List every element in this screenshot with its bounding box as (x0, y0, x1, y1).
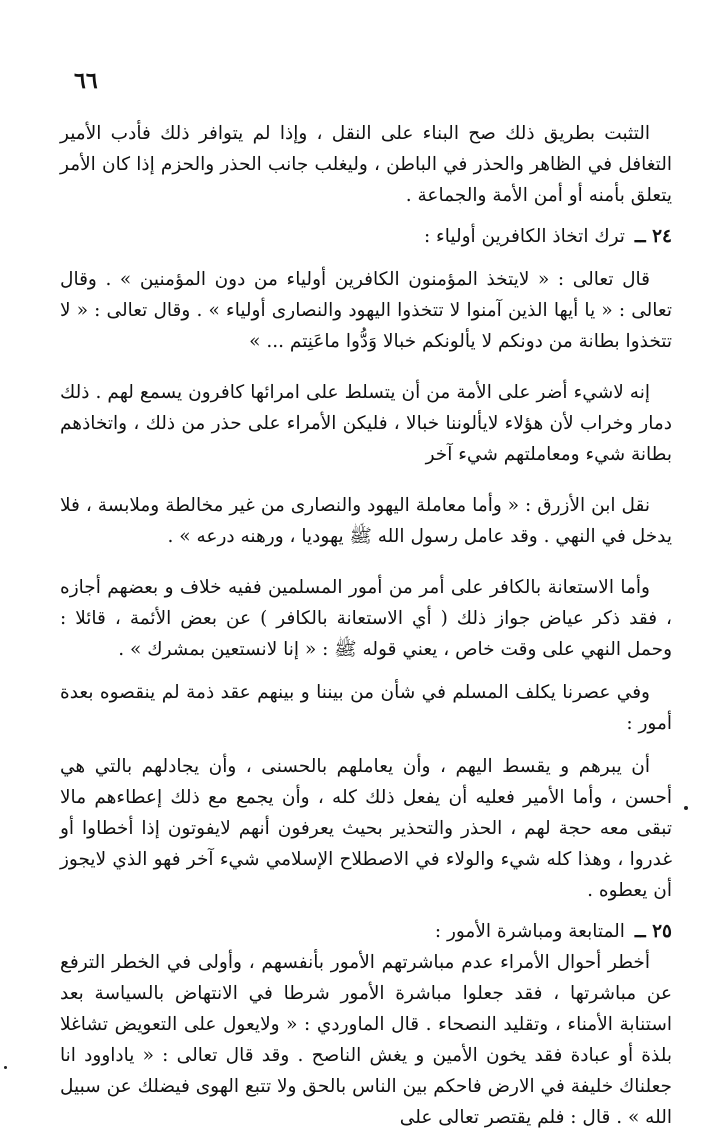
page-body (60, 118, 672, 1133)
book-page (60, 0, 672, 1128)
paragraph-our-era: وفي عصرنا يكلف المسلم في شأن من بيننا و بينهم عقد ذمة لم ينقصوه بعدة أمور : (60, 682, 672, 734)
paragraph-ibn-azraq: نقل ابن الأزرق : « وأما معاملة اليهود والنصارى من غير مخالطة وملابسة ، فلا يدخل في النهي . وقد عامل رسول الله ﷺ يهوديا ، ورهنه درعه » . (60, 495, 672, 547)
paragraph-seeking-help: وأما الاستعانة بالكافر على أمر من أمور المسلمين ففيه خلاف و بعضهم أجازه ، فقد ذكر عياض جواز ذلك ( أي الاستعانة بالكافر ) عن بعض الأئمة ، قائلا : وحمل النهي على وقت خاص ، يعني قوله ﷺ : « إنا لانستعين بمشرك » . (60, 577, 672, 660)
paragraph-quran-verses: قال تعالى : « لايتخذ المؤمنون الكافرين أولياء من دون المؤمنين » . وقال تعالى : « يا أيها الذين آمنوا لا تتخذوا اليهود والنصارى أولياء » . وقال تعالى : « لا تتخذوا بطانة من دونكم لا يألونكم خبالا وَدُّوا ماعَنِتم ... » (60, 269, 672, 352)
margin-dot (684, 806, 688, 810)
paragraph-intro: التثبت بطريق ذلك صح البناء على النقل ، وإذا لم يتوافر ذلك فأدب الأمير التغافل في الظاهر والحذر في الباطن ، وليغلب جانب الحذر والحزم إذا كان الأمر يتعلق بأمنه أو أمن الأمة والجماعة . (60, 123, 672, 206)
section-heading-24 (60, 221, 672, 252)
section-number-24: ٢٤ ــ (634, 226, 672, 247)
section-heading-25 (60, 916, 672, 947)
page-number: ٦٦ (74, 68, 98, 94)
section-title-25: المتابعة ومباشرة الأمور : (434, 921, 625, 942)
paragraph-obligations: أن يبرهم و يقسط اليهم ، وأن يعاملهم بالحسنى ، وأن يجادلهم بالتي هي أحسن ، وأما الأمير فعليه أن يفعل ذلك كله ، وأن يجمع مع ذلك إعطاءهم مالا تبقى معه حجة لهم ، الحذر والتحذير بحيث يعرفون أنهم لايفوتون إذا أخطاوا أو غدروا ، وهذا كله شيء والولاء في الاصطلاح الإسلامي شيء آخر فهو الذي لايجوز أن يعطوه . (60, 756, 672, 901)
section-number-25: ٢٥ ــ (634, 921, 672, 942)
paragraph-direct-oversight: أخطر أحوال الأمراء عدم مباشرتهم الأمور بأنفسهم ، وأولى في الخطر الترفع عن مباشرتها ، فقد جعلوا مباشرة الأمور شرطا في الانتهاض بالسياسة بعد استنابة الأمناء ، وتقليد النصحاء . قال الماوردي : « ولايعول على التعويض تشاغلا بلذة أو عبادة فقد يخون الأمين و يغش الناصح . وقد قال تعالى : « ياداوود انا جعلناك خليفة في الارض فاحكم بين الناس بالحق ولا تتبع الهوى فيضلك عن سبيل الله » . قال : فلم يقتصر تعالى على (60, 952, 672, 1128)
corner-dot (4, 1066, 7, 1069)
section-title-24: ترك اتخاذ الكافرين أولياء : (423, 226, 625, 247)
paragraph-danger: إنه لاشيء أضر على الأمة من أن يتسلط على امرائها كافرون يسمع لهم . ذلك دمار وخراب لأن هؤلاء لايألوننا خبالا ، فليكن الأمراء على حذر من ذلك ، واتخاذهم بطانة شيء ومعاملتهم شيء آخر (60, 382, 672, 465)
